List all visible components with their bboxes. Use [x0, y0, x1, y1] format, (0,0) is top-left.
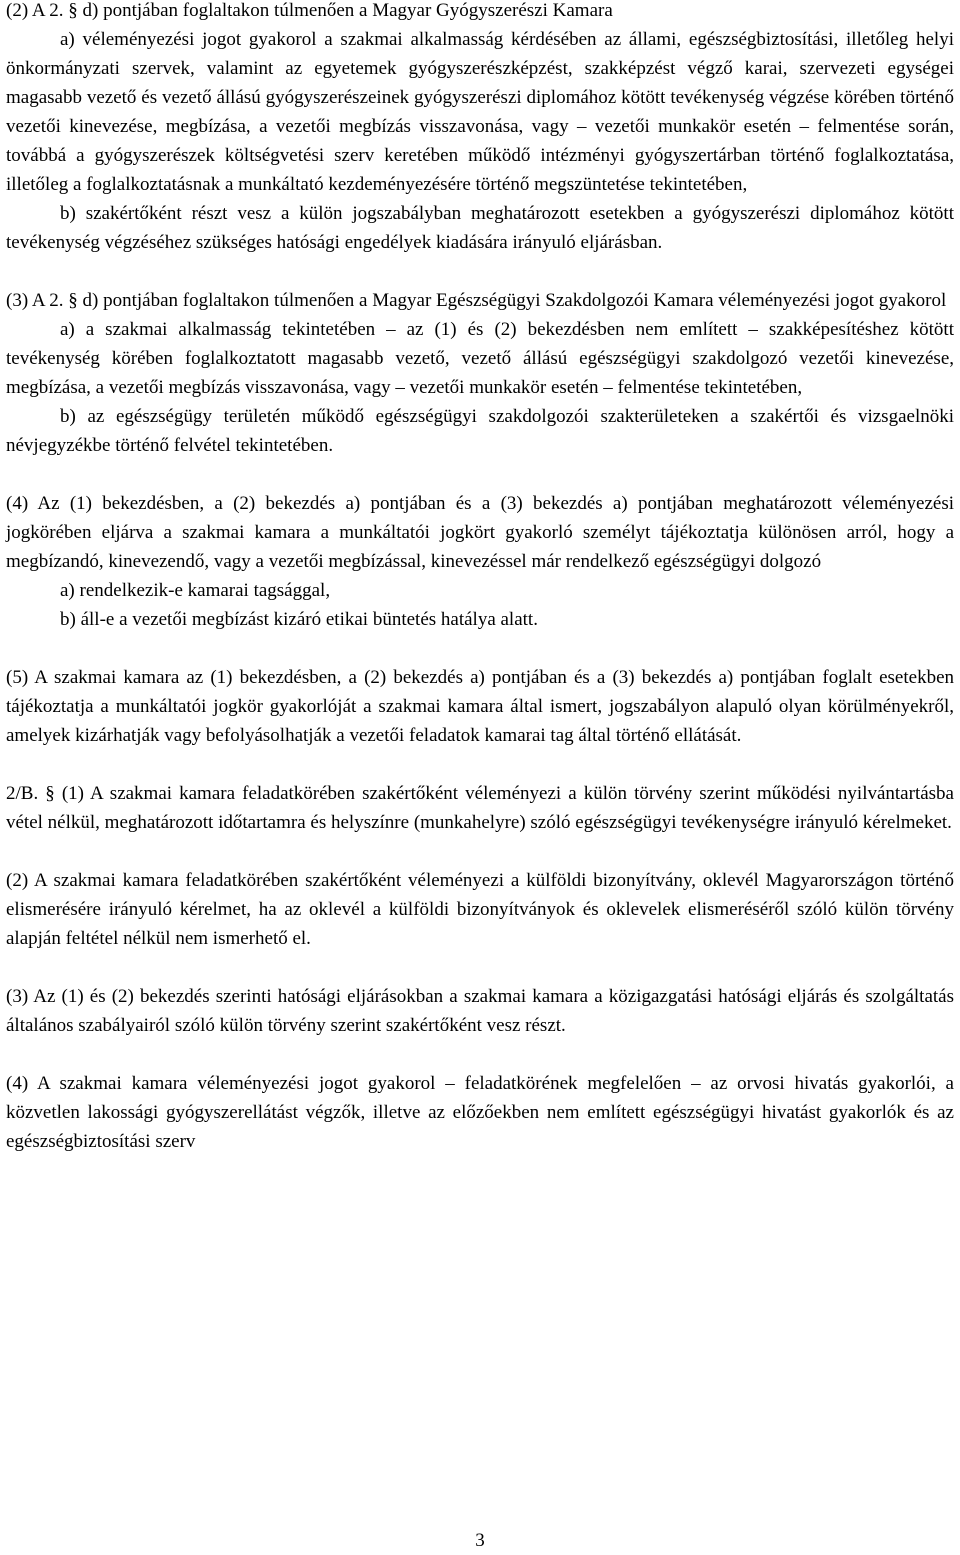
document-page [6, 0, 954, 1156]
paragraph-4-intro: (4) Az (1) bekezdésben, a (2) bekezdés a) pontjában és a (3) bekezdés a) pontjában meghatározott véleményezési jogkörében eljárva a szakmai kamara a munkáltatói jogkört gyakorló személyt tájékoztatja különösen arról, hogy a megbízandó, kinevezendő, vagy a vezetői megbízással, kinevezéssel már rendelkező egészségügyi dolgozó [6, 493, 954, 572]
paragraph-3-point-a: a) a szakmai alkalmasság tekintetében – az (1) és (2) bekezdésben nem említett – szakképesítéshez kötött tevékenység körében foglalkoztatott magasabb vezető, vezető állású egészségügyi szakdolgozó vezetői kinevezése, megbízása, a vezetői megbízás visszavonása, vagy – vezetői munkakör esetén – felmentése tekintetében, [6, 319, 954, 398]
paragraph-2-point-a: a) véleményezési jogot gyakorol a szakmai alkalmasság kérdésében az állami, egészségbiztosítási, illetőleg helyi önkormányzati szervek, valamint az egyetemek gyógyszerészképzést, szakképzést végző karai, szervezeti egységei magasabb vezető és vezető állású gyógyszerészeinek gyógyszerészi diplomához kötött tevékenység végzése körében történő vezetői kinevezése, megbízása, a vezetői megbízás visszavonása, vagy – vezetői munkakör esetén – felmentése során, továbbá a gyógyszerészek költségvetési szerv keretében működő intézményi gyógyszertárban történő foglalkoztatása, illetőleg a foglalkoztatásnak a munkáltató kezdeményezésére történő megszüntetése tekintetében, [6, 29, 954, 195]
paragraph-4-point-a: a) rendelkezik-e kamarai tagsággal, [60, 580, 331, 601]
paragraph-5: (5) A szakmai kamara az (1) bekezdésben, a (2) bekezdés a) pontjában és a (3) bekezdés a) pontjában foglalt esetekben tájékoztatja a munkáltatói jogkör gyakorlóját a szakmai kamara által ismert, jogszabályon alapuló olyan körülményekről, amelyek kizárhatják vagy befolyásolhatják a vezetői feladatok kamarai tag által történő ellátását. [6, 667, 954, 746]
page-number: 3 [475, 1530, 485, 1551]
paragraph-2b-3: (3) Az (1) és (2) bekezdés szerinti hatósági eljárásokban a szakmai kamara a közigazgatási hatósági eljárás és szolgáltatás általános szabályairól szóló külön törvény szerint szakértőként vesz részt. [6, 986, 954, 1036]
paragraph-2b-1: 2/B. § (1) A szakmai kamara feladatkörében szakértőként véleményezi a külön törvény szerint működési nyilvántartásba vétel nélkül, meghatározott időtartamra és helyszínre (munkahelyre) szóló egészségügyi tevékenységre irányuló kérelmeket. [6, 783, 954, 833]
paragraph-4-point-b: b) áll-e a vezetői megbízást kizáró etikai büntetés hatálya alatt. [60, 609, 538, 630]
paragraph-2-point-b: b) szakértőként részt vesz a külön jogszabályban meghatározott esetekben a gyógyszerészi diplomához kötött tevékenység végzéséhez szükséges hatósági engedélyek kiadására irányuló eljárásban. [6, 203, 954, 253]
paragraph-2b-2: (2) A szakmai kamara feladatkörében szakértőként véleményezi a külföldi bizonyítvány, oklevél Magyarországon történő elismerésére irányuló kérelmet, ha az oklevél a külföldi bizonyítványok és oklevelek elismeréséről szóló külön törvény alapján feltétel nélkül nem ismerhető el. [6, 870, 954, 949]
paragraph-2b-4: (4) A szakmai kamara véleményezési jogot gyakorol – feladatkörének megfelelően – az orvosi hivatás gyakorlói, a közvetlen lakossági gyógyszerellátást végzők, illetve az előzőekben nem említett egészségügyi hivatást gyakorlók és az egészségbiztosítási szerv [6, 1073, 954, 1152]
paragraph-2-intro: (2) A 2. § d) pontjában foglaltakon túlmenően a Magyar Gyógyszerészi Kamara [6, 0, 613, 21]
paragraph-3-intro: (3) A 2. § d) pontjában foglaltakon túlmenően a Magyar Egészségügyi Szakdolgozói Kamara véleményezési jogot gyakorol [6, 290, 947, 311]
paragraph-3-point-b: b) az egészségügy területén működő egészségügyi szakdolgozói szakterületeken a szakértői és vizsgaelnöki névjegyzékbe történő felvétel tekintetében. [6, 406, 954, 456]
